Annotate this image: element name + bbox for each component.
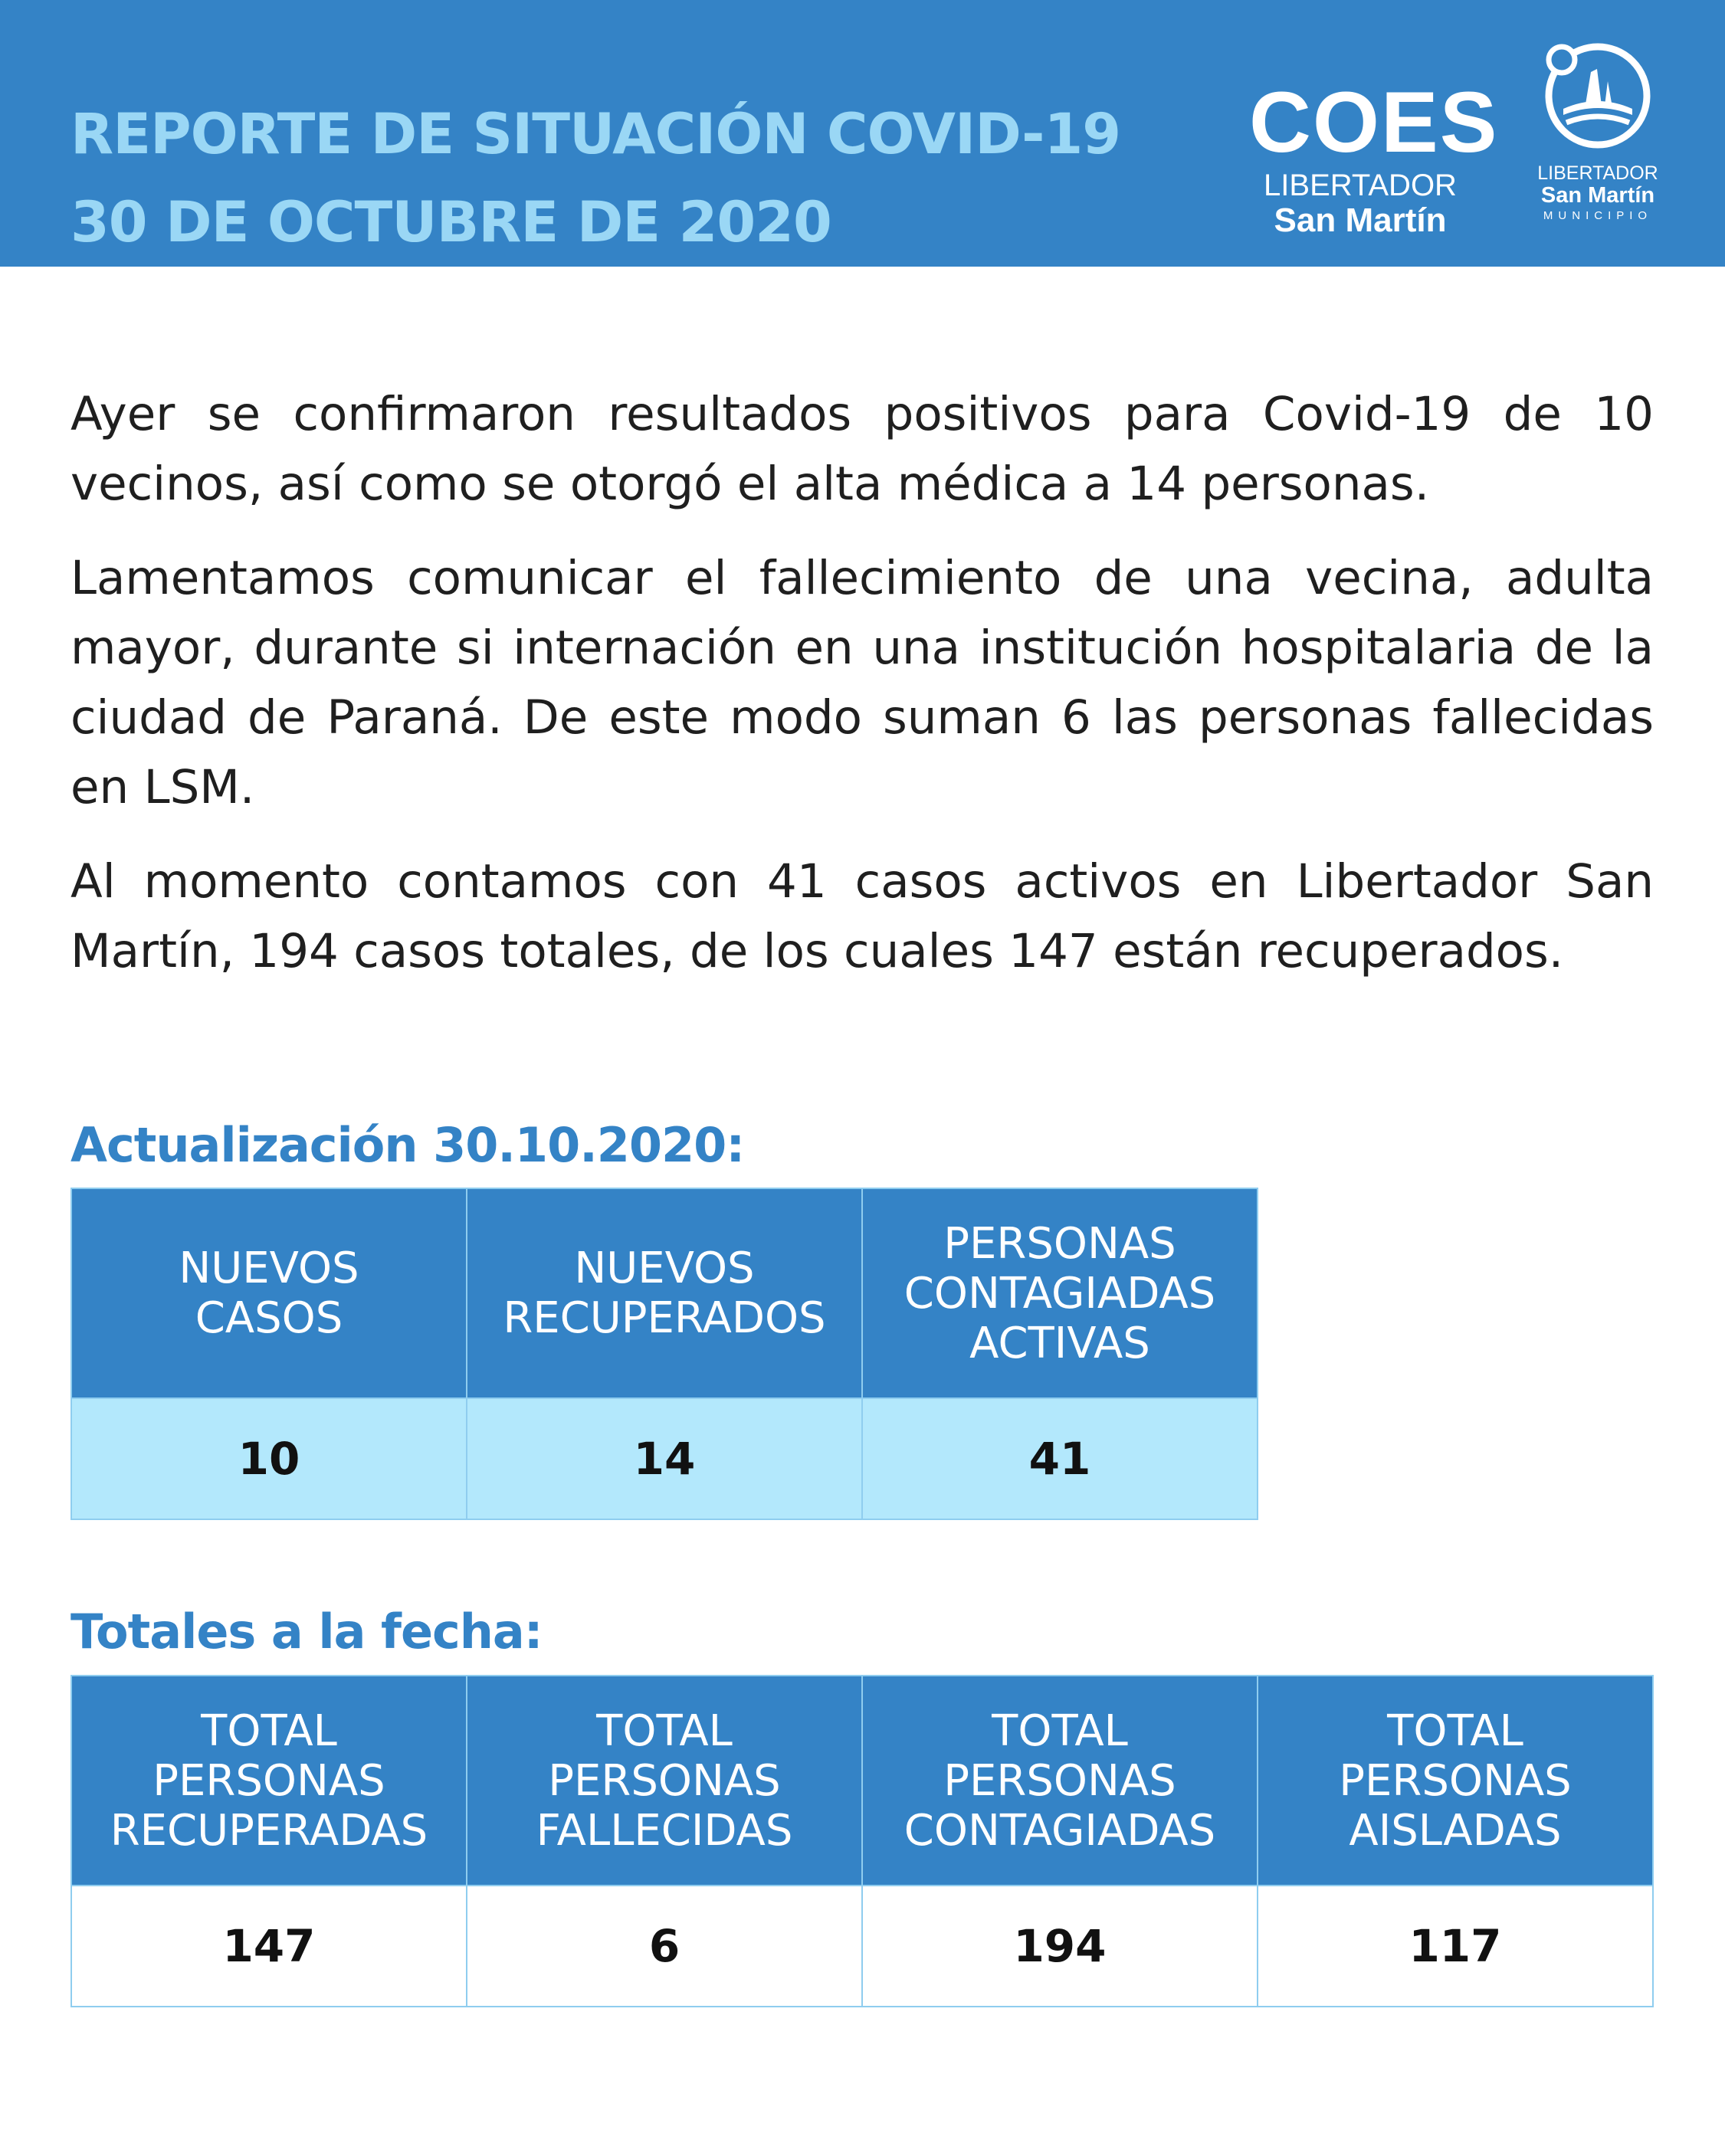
header-cell-new-cases xyxy=(71,1188,467,1398)
header-line: PERSONAS xyxy=(548,1755,781,1806)
totals-table-header-row xyxy=(71,1676,1653,1886)
municipio-logo-line-3: MUNICIPIO xyxy=(1543,209,1653,222)
header-line: CONTAGIADAS xyxy=(903,1805,1216,1856)
update-section-title: Actualización 30.10.2020: xyxy=(71,1117,745,1173)
header-cell-new-recovered xyxy=(467,1188,862,1398)
paragraph-new-cases: Ayer se confirmaron resultados positivos para Covid-19 de 10 vecinos, así como se otorgó el alta médica a 14 personas. xyxy=(71,387,1654,511)
update-table-value-row xyxy=(71,1398,1258,1519)
coes-logo xyxy=(1249,74,1499,239)
municipio-logo-line-1: LIBERTADOR xyxy=(1537,162,1658,184)
header-cell-total-infected xyxy=(862,1676,1258,1886)
header-line: PERSONAS xyxy=(943,1755,1176,1806)
municipio-logo-line-2: San Martín xyxy=(1540,183,1655,208)
report-title xyxy=(71,90,1120,267)
coes-logo-word: COES xyxy=(1249,74,1499,170)
value-new-recovered: 14 xyxy=(467,1398,862,1519)
header-line: PERSONAS xyxy=(1339,1755,1572,1806)
header-line: TOTAL xyxy=(992,1705,1128,1756)
totals-section-title: Totales a la fecha: xyxy=(71,1604,543,1660)
header-line: TOTAL xyxy=(1387,1705,1523,1756)
value-total-recovered: 147 xyxy=(71,1886,467,2007)
value-total-deceased: 6 xyxy=(467,1886,862,2007)
header-line: FALLECIDAS xyxy=(536,1805,793,1856)
header-cell-total-recovered xyxy=(71,1676,467,1886)
header-cell-total-deceased xyxy=(467,1676,862,1886)
header-line: RECUPERADAS xyxy=(110,1805,428,1856)
header-line: CASOS xyxy=(195,1293,343,1343)
update-table-header-row xyxy=(71,1188,1258,1398)
header-line: PERSONAS xyxy=(152,1755,385,1806)
header-line: PERSONAS xyxy=(943,1218,1176,1269)
coes-logo-line-2: San Martín xyxy=(1274,202,1447,239)
report-title-line-2: 30 DE OCTUBRE DE 2020 xyxy=(71,190,831,255)
paragraph-summary: Al momento contamos con 41 casos activos en Libertador San Martín, 194 casos totales, de los cuales 147 están recuperados. xyxy=(71,854,1654,978)
header-banner xyxy=(0,0,1725,267)
header-line: NUEVOS xyxy=(179,1243,359,1293)
value-active-cases: 41 xyxy=(862,1398,1258,1519)
header-line: TOTAL xyxy=(596,1705,733,1756)
municipio-emblem-icon xyxy=(1540,38,1655,153)
value-total-infected: 194 xyxy=(862,1886,1258,2007)
totals-table xyxy=(71,1675,1654,2007)
coes-logo-line-1: LIBERTADOR xyxy=(1264,169,1457,202)
update-table xyxy=(71,1188,1258,1520)
paragraph-death: Lamentamos comunicar el fallecimiento de una vecina, adulta mayor, durante si internación en una institución hospitalaria de la ciudad de Paraná. De este modo suman 6 las personas fallecidas en LSM. xyxy=(71,551,1654,814)
totals-table-value-row xyxy=(71,1886,1653,2007)
value-new-cases: 10 xyxy=(71,1398,467,1519)
municipio-logo xyxy=(1521,38,1674,225)
report-title-line-1: REPORTE DE SITUACIÓN COVID-19 xyxy=(71,102,1121,167)
header-line: CONTAGIADAS xyxy=(903,1268,1216,1319)
header-line: AISLADAS xyxy=(1349,1805,1562,1856)
header-line: ACTIVAS xyxy=(969,1318,1150,1368)
header-cell-active-cases xyxy=(862,1188,1258,1398)
value-total-isolated: 117 xyxy=(1258,1886,1653,2007)
header-line: RECUPERADOS xyxy=(503,1293,826,1343)
header-line: TOTAL xyxy=(201,1705,337,1756)
report-body xyxy=(71,379,1654,1011)
header-line: NUEVOS xyxy=(574,1243,755,1293)
header-cell-total-isolated xyxy=(1258,1676,1653,1886)
